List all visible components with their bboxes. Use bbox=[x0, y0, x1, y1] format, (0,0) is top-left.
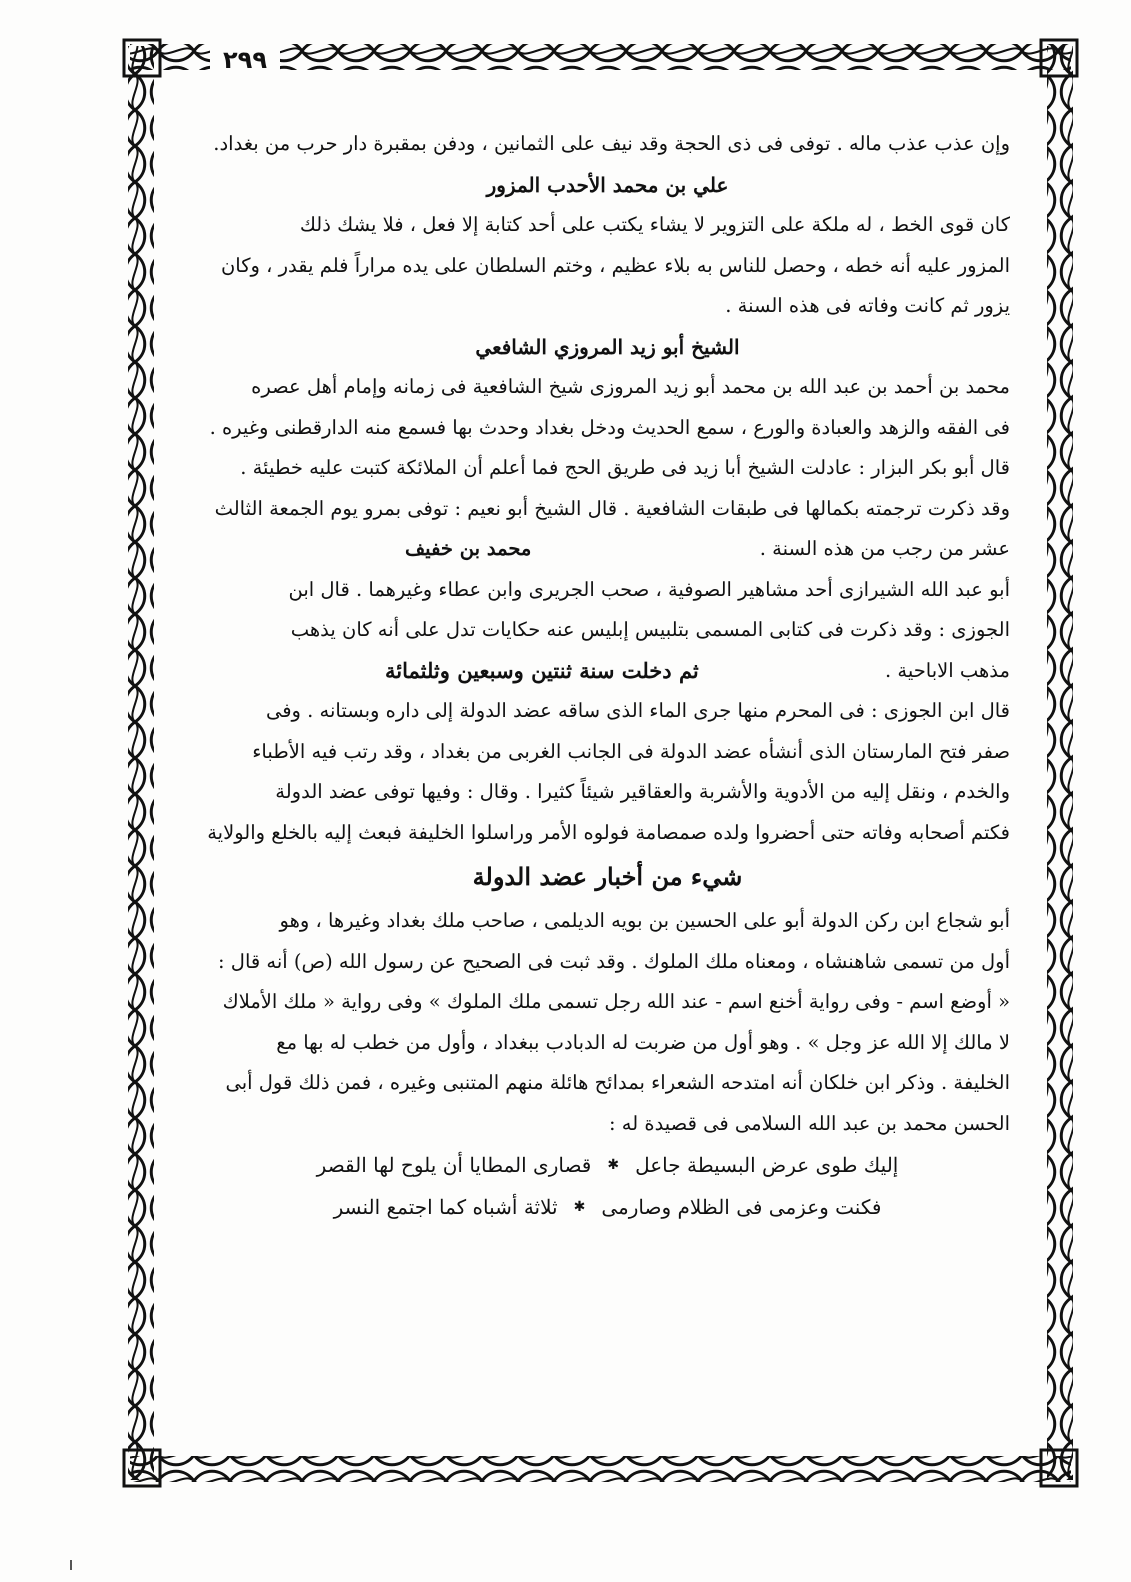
section-heading: علي بن محمد الأحدب المزور bbox=[486, 172, 729, 197]
inline-section-heading: محمد بن خفيف bbox=[405, 537, 532, 560]
text-line: المزور عليه أنه خطه ، وحصل للناس به بلاء عظيم ، وختم السلطان على يده مراراً فلم يقدر ، وكان bbox=[220, 253, 1010, 277]
star-separator-icon: ✱ bbox=[573, 1199, 586, 1215]
text-line: كان قوى الخط ، له ملكة على التزوير لا يشاء يكتب على أحد كتابة إلا فعل ، فلا يشك ذلك bbox=[299, 213, 1010, 236]
text-line: الخليفة . وذكر ابن خلكان أنه امتدحه الشعراء بمدائح هائلة منهم المتنبى وغيره ، فمن ذلك قول أبى bbox=[225, 1071, 1010, 1094]
year-heading: ثم دخلت سنة ثنتين وسبعين وثلثمائة bbox=[385, 657, 699, 683]
text-line: وإن عذب عذب ماله . توفى فى ذى الحجة وقد نيف على الثمانين ، ودفن بمقبرة دار حرب من بغداد. bbox=[213, 132, 1010, 155]
text-line: « أوضع اسم - وفى رواية أخنع اسم - عند الله رجل تسمى ملك الملوك » وفى رواية « ملك الأملاك bbox=[222, 990, 1010, 1013]
text-line: محمد بن أحمد بن عبد الله بن محمد أبو زيد المروزى شيخ الشافعية فى زمانه وإمام أهل عصره bbox=[251, 375, 1010, 398]
text-line-segment: مذهب الاباحية . bbox=[884, 658, 1010, 682]
text-line: فى الفقه والزهد والعبادة والورع ، سمع الحديث ودخل بغداد وحدث بها فسمع منه الدارقطنى وغيره . bbox=[209, 415, 1010, 439]
verse-first-hemistich: فكنت وعزمى فى الظلام وصارمى bbox=[601, 1195, 882, 1219]
text-line: لا مالك إلا الله عز وجل » . وهو أول من ضربت له الدبادب ببغداد ، وأول من خطب له بها مع bbox=[276, 1030, 1010, 1054]
text-line: والخدم ، ونقل إليه من الأدوية والأشربة والعقاقير شيئاً كثيرا . وقال : وفيها توفى عضد الدولة bbox=[275, 780, 1010, 803]
star-separator-icon: ✱ bbox=[607, 1157, 620, 1173]
text-line: الحسن محمد بن عبد الله السلامى فى قصيدة له : bbox=[608, 1111, 1010, 1135]
page-body bbox=[205, 124, 1010, 1228]
verse-second-hemistich: ثلاثة أشباه كما اجتمع النسر bbox=[333, 1195, 558, 1219]
verse-second-hemistich: قصارى المطايا أن يلوح لها القصر bbox=[316, 1153, 592, 1177]
section-heading-large: شيء من أخبار عضد الدولة bbox=[472, 862, 743, 891]
verse-first-hemistich: إليك طوى عرض البسيطة جاعل bbox=[635, 1153, 899, 1177]
page-number: ٢٩٩ bbox=[210, 44, 280, 76]
text-line-segment: عشر من رجب من هذه السنة . bbox=[759, 537, 1010, 560]
text-line: أبو شجاع ابن ركن الدولة أبو على الحسين بن بويه الديلمى ، صاحب ملك بغداد وغيرها ، وهو bbox=[279, 909, 1010, 932]
text-line: صفر فتح المارستان الذى أنشأه عضد الدولة فى الجانب الغربى من بغداد ، وقد رتب فيه الأطباء bbox=[252, 739, 1010, 763]
text-line: قال ابن الجوزى : فى المحرم منها جرى الماء الذى ساقه عضد الدولة إلى داره وبستانه . وفى bbox=[265, 699, 1010, 722]
text-line: أول من تسمى شاهنشاه ، ومعناه ملك الملوك . وقد ثبت فى الصحيح عن رسول الله (ص) أنه قال : bbox=[218, 949, 1010, 973]
text-line: فكتم أصحابه وفاته حتى أحضروا ولده صمصامة فولوه الأمر وراسلوا الخليفة فبعث إليه بالخلع والولاية bbox=[207, 820, 1010, 844]
poem-verse bbox=[205, 1186, 1010, 1228]
scan-speck bbox=[70, 1560, 72, 1570]
poem-verse bbox=[205, 1144, 1010, 1186]
section-heading: الشيخ أبو زيد المروزي الشافعي bbox=[475, 334, 740, 359]
text-line-with-heading bbox=[205, 651, 1010, 692]
text-line: قال أبو بكر البزار : عادلت الشيخ أبا زيد فى طريق الحج فما أعلم أن الملائكة كتبت عليه خطيئة . bbox=[240, 456, 1010, 479]
text-line: يزور ثم كانت وفاته فى هذه السنة . bbox=[725, 294, 1010, 317]
text-line: وقد ذكرت ترجمته بكمالها فى طبقات الشافعية . قال الشيخ أبو نعيم : توفى بمرو يوم الجمعة الثالث bbox=[214, 496, 1010, 520]
text-line: أبو عبد الله الشيرازى أحد مشاهير الصوفية ، صحب الجريرى وابن عطاء وغيرهما . قال ابن bbox=[288, 577, 1010, 601]
text-line: الجوزى : وقد ذكرت فى كتابى المسمى بتلبيس إبليس عنه حكايات تدل على أنه كان يذهب bbox=[290, 618, 1010, 641]
text-line-with-heading bbox=[205, 529, 1010, 570]
